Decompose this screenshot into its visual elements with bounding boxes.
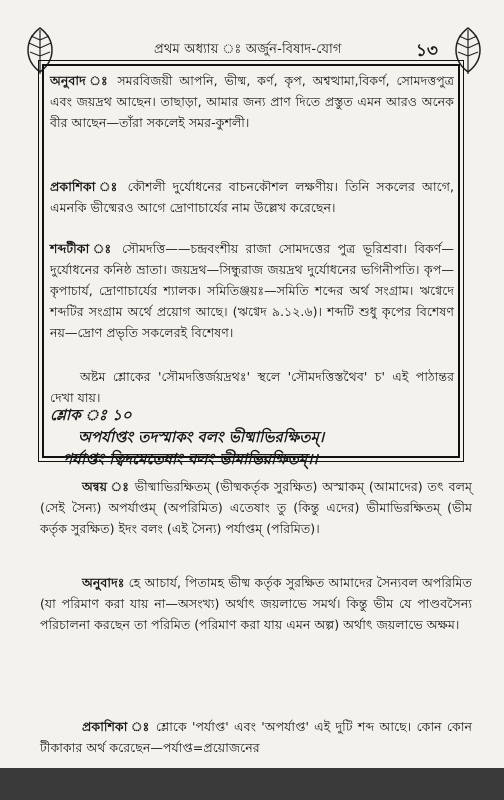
glossary-label: শব্দটীকা ঃ bbox=[50, 241, 115, 256]
prakashika-paragraph bbox=[50, 176, 454, 218]
prakashika2-text: শ্লোকে 'পর্যাপ্ত' এবং 'অপর্যাপ্ত' এই দুটি শব্দ আছে। কোন কোন টীকাকার অর্থ করেছেন—পর্যাপ্ত=প্রয়োজনের bbox=[40, 719, 472, 755]
page-bottom-shadow bbox=[0, 768, 504, 800]
translation-text: সমরবিজয়ী আপনি, ভীষ্ম, কর্ণ, কৃপ, অশ্বত্থামা,বিকর্ণ, সোমদত্তপুত্র এবং জয়দ্রথ আছেন। তাছাড়া, আমার জন্য প্রাণ দিতে প্রস্তুত এমন আরও অনেক বীর আছেন—তাঁরা সকলেই সমর-কুশলী। bbox=[50, 73, 455, 130]
chapter-title: প্রথম অধ্যায় ঃ অর্জুন-বিষাদ-যোগ bbox=[154, 42, 342, 57]
prakashika-label: প্রকাশিকা ঃ bbox=[50, 179, 121, 194]
anuvad-paragraph bbox=[40, 572, 472, 635]
prakashika2-paragraph bbox=[40, 716, 472, 758]
prakashika2-label: প্রকাশিকা ঃ bbox=[82, 719, 151, 734]
verse-line-2: পর্যাপ্তং ত্বিদমেতেষাং বলং ভীমাভিরক্ষিতম্।। bbox=[62, 450, 318, 468]
verse-line-1: অপর্যাপ্তং তদস্মাকং বলং ভীষ্মাভিরক্ষিতম্। bbox=[78, 428, 325, 446]
page-number: ১৩ bbox=[415, 41, 438, 61]
glossary-paragraph bbox=[50, 238, 454, 343]
translation-label: অনুবাদ ঃ bbox=[50, 73, 111, 88]
verse-label: শ্লোক ঃ ১০ bbox=[50, 406, 132, 424]
translation-paragraph bbox=[50, 70, 454, 133]
running-header bbox=[14, 30, 490, 64]
anvaya-paragraph bbox=[40, 476, 472, 539]
variant-reading-note: অষ্টম শ্লোকের 'সৌমদত্তির্জয়দ্রথঃ' স্থলে 'সৌমদত্তিস্তথৈব' চ' এই পাঠান্তর দেখা যায়। bbox=[50, 369, 454, 405]
anvaya-text: ভীষ্মাভিরক্ষিতম্ (ভীষ্মকর্তৃক সুরক্ষিত) অস্মাকম্ (আমাদের) তৎ বলম্ (সেই সৈন্য) অপর্যাপ্তম্ (অপরিমিত) এতেষাং তু (কিন্তু এদের) ভীমাভিরক্ষিতম্ (ভীম কর্তৃক সুরক্ষিত) ইদং বলং (এই সৈন্য) পর্যাপ্তম্ (পরিমিত)। bbox=[40, 479, 472, 536]
anvaya-label: অন্বয় ঃ bbox=[82, 479, 130, 494]
anuvad-text: হে আচার্য, পিতামহ ভীষ্ম কর্তৃক সুরক্ষিত আমাদের সৈন্যবল অপরিমিত (যা পরিমাণ করা যায় না—অসংখ্য) অর্থাৎ জয়লাভে সমর্থ। কিন্তু ভীম যে পাণ্ডবসৈন্য পরিচালনা করছেন তা পরিমিত (পরিমাণ করা যায় এমন অল্প) অর্থাৎ জয়লাভে অক্ষম। bbox=[40, 575, 472, 632]
glossary-text: সৌমদত্তি——চন্দ্রবংশীয় রাজা সোমদত্তের পুত্র ভূরিশ্রবা। বিকর্ণ—দুর্যোধনের কনিষ্ঠ ভ্রাতা। জয়দ্রথ—সিন্ধুরাজ জয়দ্রথ দুর্যোধনের ভগিনীপতি। কৃপ—কৃপাচার্য, দ্রোণাচার্যের শ্যালক। সমিতিঞ্জয়ঃ—সমিতি শব্দের অর্থ সংগ্রাম। ঋগ্বেদে শব্দটির সংগ্রাম অর্থে প্রয়োগ আছে। (ঋগ্বেদ ৯.১২.৬)। শব্দটি শুধু কৃপের বিশেষণ নয়—দ্রোণ প্রভৃতি সকলেরই বিশেষণ। bbox=[50, 241, 454, 340]
prakashika-text: কৌশলী দুর্যোধনের বাচনকৌশল লক্ষণীয়। তিনি সকলের আগে, এমনকি ভীষ্মেরও আগে দ্রোণাচার্যের নাম উল্লেখ করেছেন। bbox=[50, 179, 454, 215]
anuvad-label: অনুবাদঃ bbox=[82, 575, 125, 590]
